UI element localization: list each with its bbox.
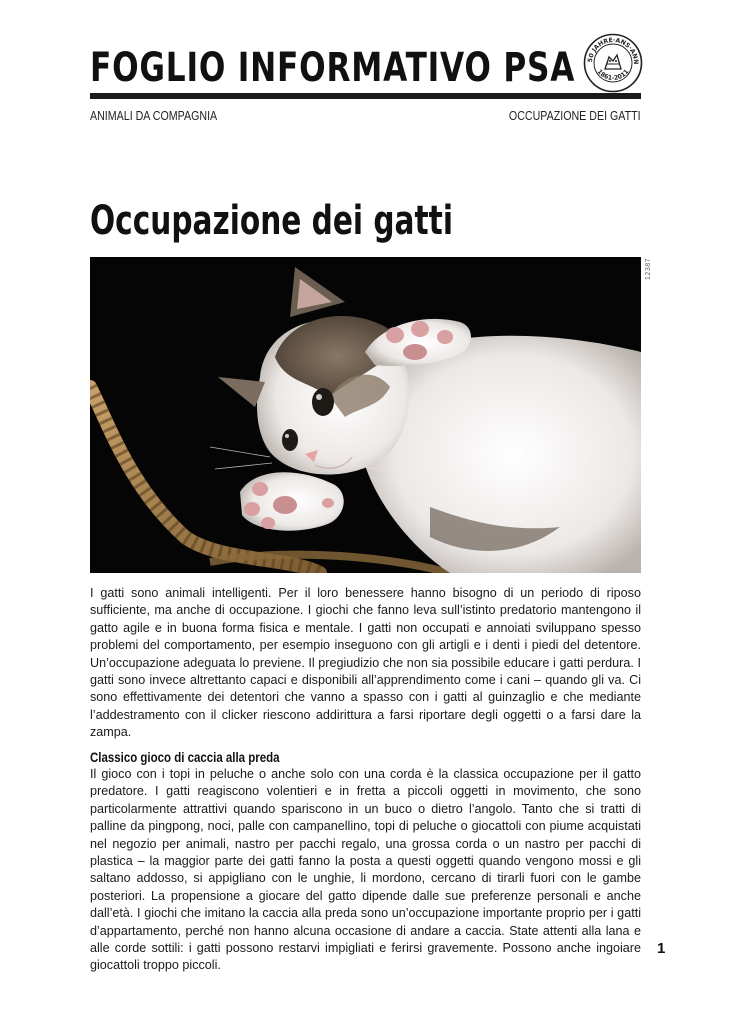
- section-heading: Classico gioco di caccia alla preda: [90, 749, 280, 765]
- header-rule: [90, 93, 641, 99]
- topic-label: OCCUPAZIONE DEI GATTI: [509, 108, 641, 123]
- section-paragraph: Il gioco con i topi in peluche o anche solo con una corda è la classica occupazione per il gatto predatore. I gatti reagiscono volentieri e in fretta a piccoli oggetti in movimento, che sono particolarmente attrattivi quando spariscono in un buco o dietro l’angolo. Tanto che si tratti di palline da pingpong, noci, palle con campanellino, topi di peluche o giocattoli con piume acquistati nel negozio per animali, nastro per pacchi regalo, una grossa corda o un nastro per pacchi di plastica – la maggior parte dei gatti fanno la posta a questi oggetti quando vengono mossi e gli saltano addosso, si appigliano con le unghie, li mordono, cercano di tirarli fuori con le gambe posteriori. La propensione a giocare del gatto dipende dalle sue preferenze personali e anche dall’età. I giochi che imitano la caccia alla preda sono un’occupazione importante proprio per i gatti d’appartamento, perché non hanno alcuna occasione di andare a caccia. State attenti alla lana e alle corde sottili: i gatti possono restarvi impigliati e ferirsi gravemente. Possono anche ingoiare giocattoli troppo piccoli.: [90, 767, 641, 973]
- photo-credit: 12387: [645, 258, 652, 280]
- svg-text:150 JAHRE·ANS·ANNI: 50 JAHRE·ANS·ANN: [586, 36, 640, 65]
- page-number: 1: [657, 940, 666, 957]
- category-label: ANIMALI DA COMPAGNIA: [90, 108, 218, 123]
- svg-text:1861-2011: 1861-2011: [595, 68, 631, 82]
- anniversary-seal-logo: [583, 33, 643, 93]
- page-title: Occupazione dei gatti: [90, 198, 453, 244]
- document-header-title: FOGLIO INFORMATIVO PSA: [90, 45, 576, 91]
- kitten-photo: [90, 257, 641, 573]
- intro-paragraph: I gatti sono animali intelligenti. Per il loro benessere hanno bisogno di un periodo di riposo sufficiente, ma anche di occupazione. I giochi che fanno leva sull’istinto predatorio mantengono il gatto agile e in buona forma fisica e mentale. I gatti non occupati e annoiati sviluppano spesso problemi del comportamento, per esempio inseguono con gli artigli e i denti i piedi del detentore. Un’occupazione adeguata lo previene. Il pregiudizio che non sia possibile educare i gatti perdura. I gatti sono invece altrettanto capaci e disponibili all’apprendimento come i cani – quando gli va. Ci sono effettivamente dei detentori che vanno a spasso con i gatti al guinzaglio e che mediante l’addestramento con il clicker riescono addirittura a farsi riportare degli oggetti o a farsi dare la zampa.: [90, 586, 641, 740]
